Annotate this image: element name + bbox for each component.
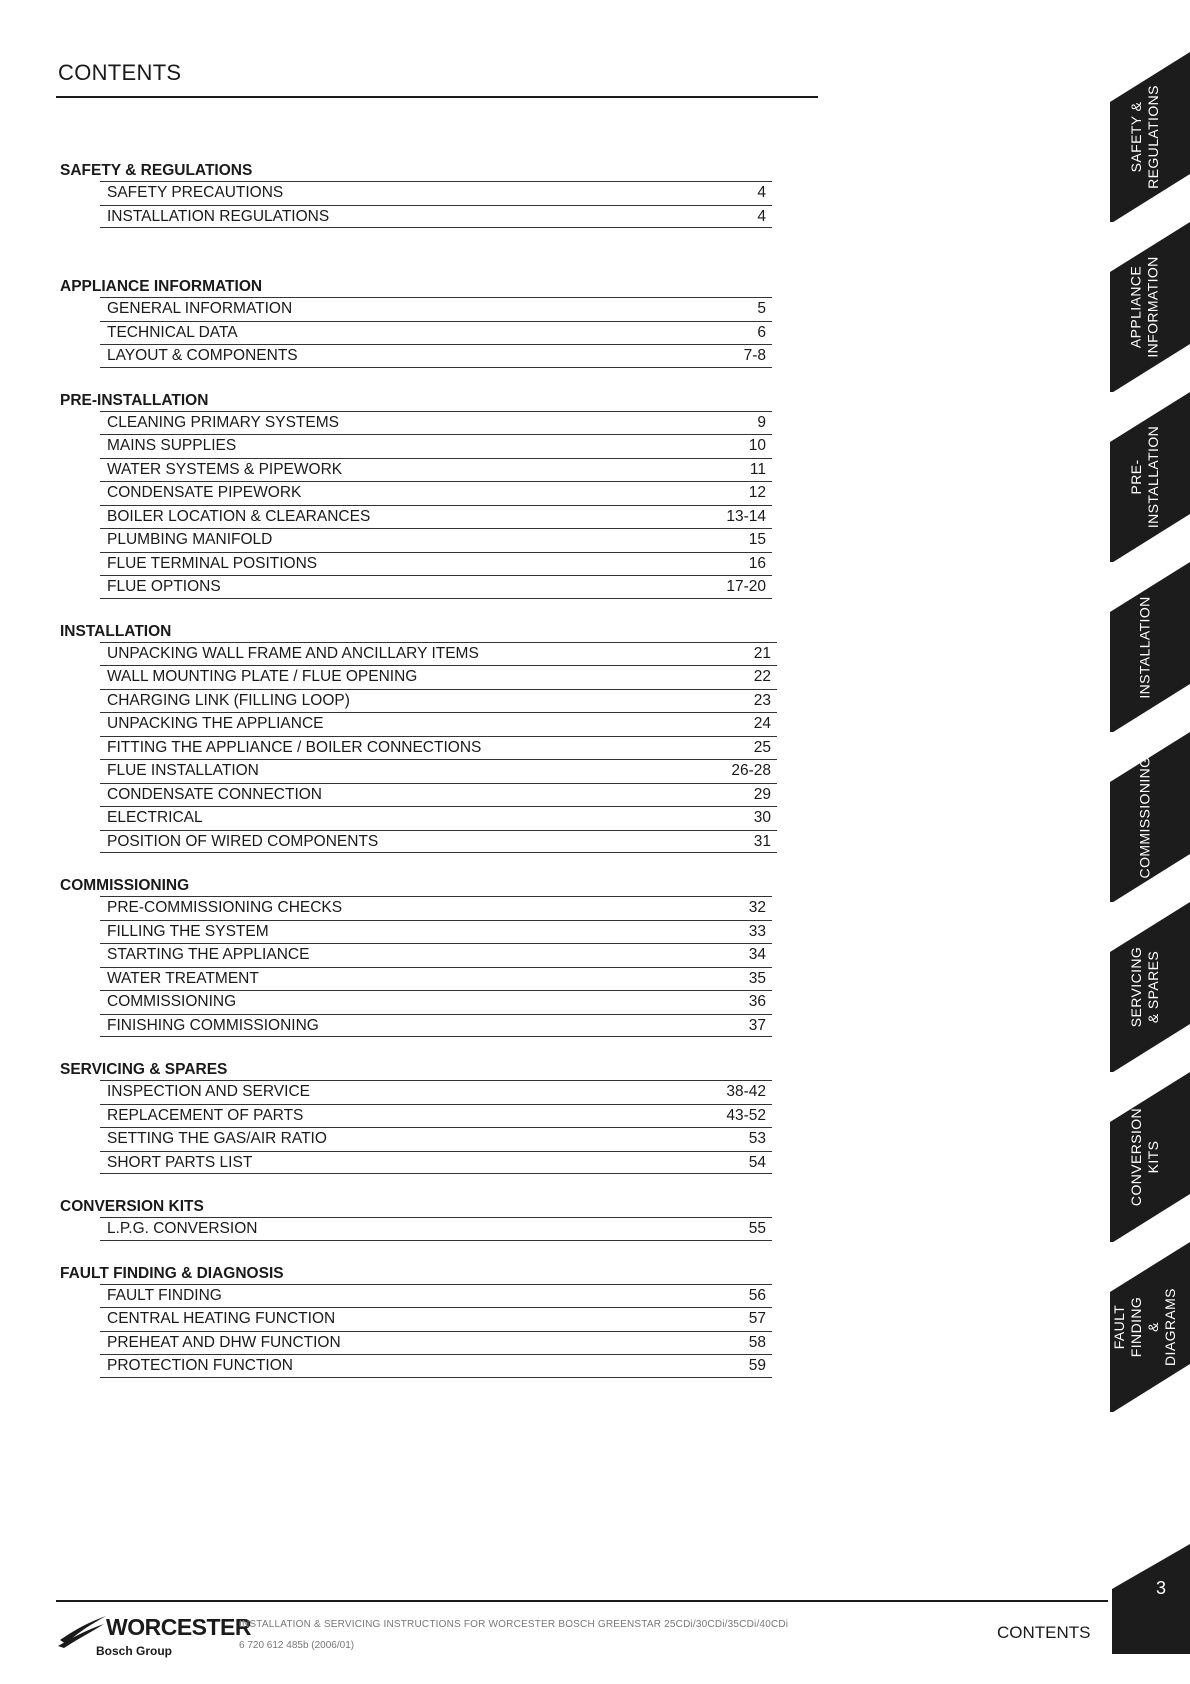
toc-entry[interactable] <box>100 1331 772 1355</box>
logo-wordmark: WORCESTER <box>106 1614 251 1640</box>
toc-entry-label: CHARGING LINK (FILLING LOOP) <box>107 691 350 709</box>
toc-entry[interactable] <box>100 1014 772 1038</box>
toc-entry-page: 58 <box>748 1333 766 1351</box>
section-tab-label: SAFETY & REGULATIONS <box>1128 85 1161 189</box>
toc-entry-label: CONDENSATE CONNECTION <box>107 785 323 803</box>
toc-section-title: INSTALLATION <box>60 622 172 640</box>
toc-entry[interactable] <box>100 689 777 713</box>
toc-entry-page: 11 <box>749 460 766 478</box>
footer-document-ref: 6 720 612 485b (2006/01) <box>239 1640 355 1651</box>
section-tab[interactable] <box>1100 392 1190 562</box>
flame-swoosh-icon <box>58 1614 108 1648</box>
toc-entry-label: COMMISSIONING <box>107 993 237 1010</box>
toc-entry-label: GENERAL INFORMATION <box>107 300 293 317</box>
toc-entry[interactable] <box>100 759 777 783</box>
toc-section <box>60 621 780 854</box>
toc-entry-label: INSPECTION AND SERVICE <box>107 1083 310 1100</box>
toc-entry[interactable] <box>100 552 772 576</box>
toc-entry-page: 9 <box>757 413 766 431</box>
toc-entry-label: BOILER LOCATION & CLEARANCES <box>107 507 371 525</box>
toc-entry-page: 53 <box>748 1130 766 1147</box>
toc-entry[interactable] <box>100 1217 772 1241</box>
toc-entry-page: 24 <box>753 715 771 732</box>
toc-section <box>60 1196 780 1241</box>
toc-entry-page: 23 <box>753 691 771 709</box>
section-tab-label-wrap <box>1100 732 1190 902</box>
toc-entry-list <box>60 896 780 1037</box>
toc-entry[interactable] <box>100 344 772 368</box>
toc-entry[interactable] <box>100 297 772 321</box>
toc-entry[interactable] <box>100 1104 772 1128</box>
toc-entry-label: SAFETY PRECAUTIONS <box>107 184 284 201</box>
toc-entry[interactable] <box>100 943 772 967</box>
toc-entry-label: PREHEAT AND DHW FUNCTION <box>107 1333 341 1351</box>
toc-entry-list <box>60 297 780 368</box>
section-tab-label-wrap <box>1100 562 1190 732</box>
section-tab[interactable] <box>1100 1242 1190 1412</box>
toc-entry[interactable] <box>100 1127 772 1151</box>
toc-entry-page: 6 <box>757 323 766 341</box>
table-of-contents <box>60 160 780 1378</box>
toc-section <box>60 1059 780 1174</box>
toc-entry-label: UNPACKING THE APPLIANCE <box>107 715 324 732</box>
section-tab[interactable] <box>1100 732 1190 902</box>
toc-entry-page: 15 <box>748 531 766 548</box>
toc-entry[interactable] <box>100 642 777 666</box>
toc-entry[interactable] <box>100 736 777 760</box>
section-tabs <box>1100 0 1190 1684</box>
toc-entry[interactable] <box>100 990 772 1014</box>
section-tab[interactable] <box>1100 562 1190 732</box>
section-tab-label: APPLIANCE INFORMATION <box>1128 256 1162 358</box>
toc-entry[interactable] <box>100 458 772 482</box>
section-tab[interactable] <box>1100 222 1190 392</box>
toc-entry-page: 57 <box>748 1310 766 1327</box>
toc-section-title: APPLIANCE INFORMATION <box>60 278 263 295</box>
toc-entry-page: 38-42 <box>726 1083 766 1100</box>
section-tab-label: SERVICING & SPARES <box>1128 946 1161 1028</box>
toc-entry[interactable] <box>100 181 772 205</box>
toc-entry[interactable] <box>100 665 777 689</box>
toc-entry-list <box>60 411 780 599</box>
toc-entry[interactable] <box>100 205 772 229</box>
toc-entry-label: FLUE TERMINAL POSITIONS <box>107 554 318 572</box>
toc-entry-page: 56 <box>748 1286 766 1304</box>
toc-entry-label: WATER SYSTEMS & PIPEWORK <box>107 460 343 478</box>
toc-entry-label: CENTRAL HEATING FUNCTION <box>107 1310 336 1327</box>
section-tab-label: CONVERSION KITS <box>1128 1107 1161 1207</box>
toc-entry-page: 5 <box>757 300 766 317</box>
footer-section-name: CONTENTS <box>997 1623 1091 1642</box>
toc-entry-label: ELECTRICAL <box>107 809 203 826</box>
logo-subtitle: Bosch Group <box>96 1644 173 1658</box>
toc-entry-label: LAYOUT & COMPONENTS <box>107 347 298 364</box>
section-tab-label-wrap <box>1100 222 1190 392</box>
toc-entry-page: 12 <box>748 484 766 501</box>
toc-section <box>60 160 780 228</box>
toc-entry-page: 4 <box>757 207 766 225</box>
section-tab-label-wrap <box>1100 1072 1190 1242</box>
toc-entry-list <box>60 1080 780 1174</box>
toc-entry[interactable] <box>100 920 772 944</box>
toc-entry-page: 21 <box>753 644 771 662</box>
toc-entry-page: 36 <box>748 993 766 1010</box>
toc-entry[interactable] <box>100 575 772 599</box>
toc-entry-page: 13-14 <box>726 507 766 525</box>
toc-entry-page: 31 <box>753 832 771 850</box>
toc-entry-label: UNPACKING WALL FRAME AND ANCILLARY ITEMS <box>107 644 479 662</box>
section-tab[interactable] <box>1100 1072 1190 1242</box>
toc-section <box>60 390 780 599</box>
toc-entry[interactable] <box>100 1307 772 1331</box>
toc-entry[interactable] <box>100 712 777 736</box>
toc-entry-label: FLUE INSTALLATION <box>107 762 259 779</box>
section-tab-label-wrap <box>1100 52 1190 222</box>
toc-entry[interactable] <box>100 1151 772 1175</box>
toc-entry-label: PROTECTION FUNCTION <box>107 1357 293 1374</box>
toc-entry[interactable] <box>100 896 772 920</box>
toc-entry[interactable] <box>100 1354 772 1378</box>
toc-section-title: FAULT FINDING & DIAGNOSIS <box>60 1264 284 1282</box>
toc-entry-label: FLUE OPTIONS <box>107 578 221 595</box>
toc-section-title: PRE-INSTALLATION <box>60 391 209 409</box>
section-tab-label: COMMISSIONING <box>1136 756 1153 878</box>
toc-entry-page: 32 <box>748 899 766 916</box>
toc-section-title: SAFETY & REGULATIONS <box>60 162 253 179</box>
toc-entry-page: 26-28 <box>731 762 771 779</box>
toc-entry-label: L.P.G. CONVERSION <box>107 1220 258 1237</box>
toc-entry-page: 17-20 <box>726 578 766 595</box>
section-tab-label-wrap <box>1100 392 1190 562</box>
toc-entry[interactable] <box>100 528 772 552</box>
toc-entry-page: 37 <box>748 1016 766 1034</box>
toc-entry-page: 7-8 <box>743 347 766 364</box>
section-tab-label: INSTALLATION <box>1136 595 1153 699</box>
toc-section-title: CONVERSION KITS <box>60 1198 204 1215</box>
section-tab[interactable] <box>1100 902 1190 1072</box>
section-tab-label: PRE- INSTALLATION <box>1128 425 1161 529</box>
toc-entry-label: POSITION OF WIRED COMPONENTS <box>107 832 379 850</box>
toc-entry-page: 55 <box>748 1220 766 1237</box>
toc-entry-label: SETTING THE GAS/AIR RATIO <box>107 1130 327 1147</box>
toc-entry-label: FILLING THE SYSTEM <box>107 922 269 940</box>
toc-entry[interactable] <box>100 783 777 807</box>
toc-entry-label: FAULT FINDING <box>107 1286 222 1304</box>
toc-entry-label: WATER TREATMENT <box>107 969 259 987</box>
toc-section <box>60 276 780 368</box>
toc-entry-page: 25 <box>753 738 771 756</box>
footer-rule <box>56 1600 1108 1602</box>
section-tab-label-wrap <box>1100 1242 1190 1412</box>
toc-entry-list <box>60 181 780 228</box>
toc-entry-page: 4 <box>757 184 766 201</box>
section-tab[interactable] <box>1100 52 1190 222</box>
section-tab-label: FAULT FINDING & DIAGRAMS <box>1111 1288 1178 1366</box>
toc-section <box>60 1263 780 1378</box>
toc-entry-page: 29 <box>753 785 771 803</box>
toc-entry-page: 43-52 <box>726 1106 766 1124</box>
toc-entry-page: 30 <box>753 809 771 826</box>
title-rule <box>56 96 818 98</box>
toc-entry-page: 35 <box>748 969 766 987</box>
toc-entry-list <box>60 642 780 854</box>
toc-entry[interactable] <box>100 411 772 435</box>
toc-entry[interactable] <box>100 806 777 830</box>
toc-entry[interactable] <box>100 505 772 529</box>
page-number: 3 <box>1155 1578 1166 1598</box>
toc-entry-page: 34 <box>748 946 766 963</box>
toc-entry[interactable] <box>100 434 772 458</box>
toc-entry[interactable] <box>100 1080 772 1104</box>
worcester-logo <box>58 1614 251 1664</box>
toc-entry-label: CLEANING PRIMARY SYSTEMS <box>107 413 339 431</box>
toc-entry-label: REPLACEMENT OF PARTS <box>107 1106 304 1124</box>
toc-entry-label: WALL MOUNTING PLATE / FLUE OPENING <box>107 668 418 685</box>
toc-entry[interactable] <box>100 481 772 505</box>
toc-entry-page: 10 <box>748 437 766 454</box>
toc-entry-label: CONDENSATE PIPEWORK <box>107 484 302 501</box>
toc-entry-list <box>60 1284 780 1378</box>
toc-entry[interactable] <box>100 967 772 991</box>
page-title: CONTENTS <box>58 60 182 85</box>
toc-entry[interactable] <box>100 1284 772 1308</box>
toc-entry-label: PRE-COMMISSIONING CHECKS <box>107 899 343 916</box>
toc-entry-page: 54 <box>748 1153 766 1171</box>
toc-entry-page: 22 <box>753 668 771 685</box>
toc-entry[interactable] <box>100 321 772 345</box>
toc-section-title: SERVICING & SPARES <box>60 1061 228 1078</box>
toc-entry-label: SHORT PARTS LIST <box>107 1153 253 1171</box>
toc-entry-label: INSTALLATION REGULATIONS <box>107 207 330 225</box>
footer-document-title: INSTALLATION & SERVICING INSTRUCTIONS FOR WORCESTER BOSCH GREENSTAR 25CDi/30CDi/35CDi/40CDi <box>239 1619 789 1630</box>
page-number-tab <box>1100 1544 1190 1654</box>
toc-entry-label: FINISHING COMMISSIONING <box>107 1016 319 1034</box>
toc-entry-label: STARTING THE APPLIANCE <box>107 946 310 963</box>
toc-entry[interactable] <box>100 830 777 854</box>
toc-entry-list <box>60 1217 780 1241</box>
toc-entry-label: FITTING THE APPLIANCE / BOILER CONNECTIONS <box>107 738 482 756</box>
toc-section <box>60 875 780 1037</box>
toc-section-title: COMMISSIONING <box>60 877 190 894</box>
toc-entry-page: 59 <box>748 1357 766 1374</box>
toc-entry-page: 16 <box>748 554 766 572</box>
section-tab-label-wrap <box>1100 902 1190 1072</box>
toc-entry-label: MAINS SUPPLIES <box>107 437 237 454</box>
toc-entry-label: PLUMBING MANIFOLD <box>107 531 273 548</box>
toc-entry-page: 33 <box>748 922 766 940</box>
toc-entry-label: TECHNICAL DATA <box>107 323 238 341</box>
